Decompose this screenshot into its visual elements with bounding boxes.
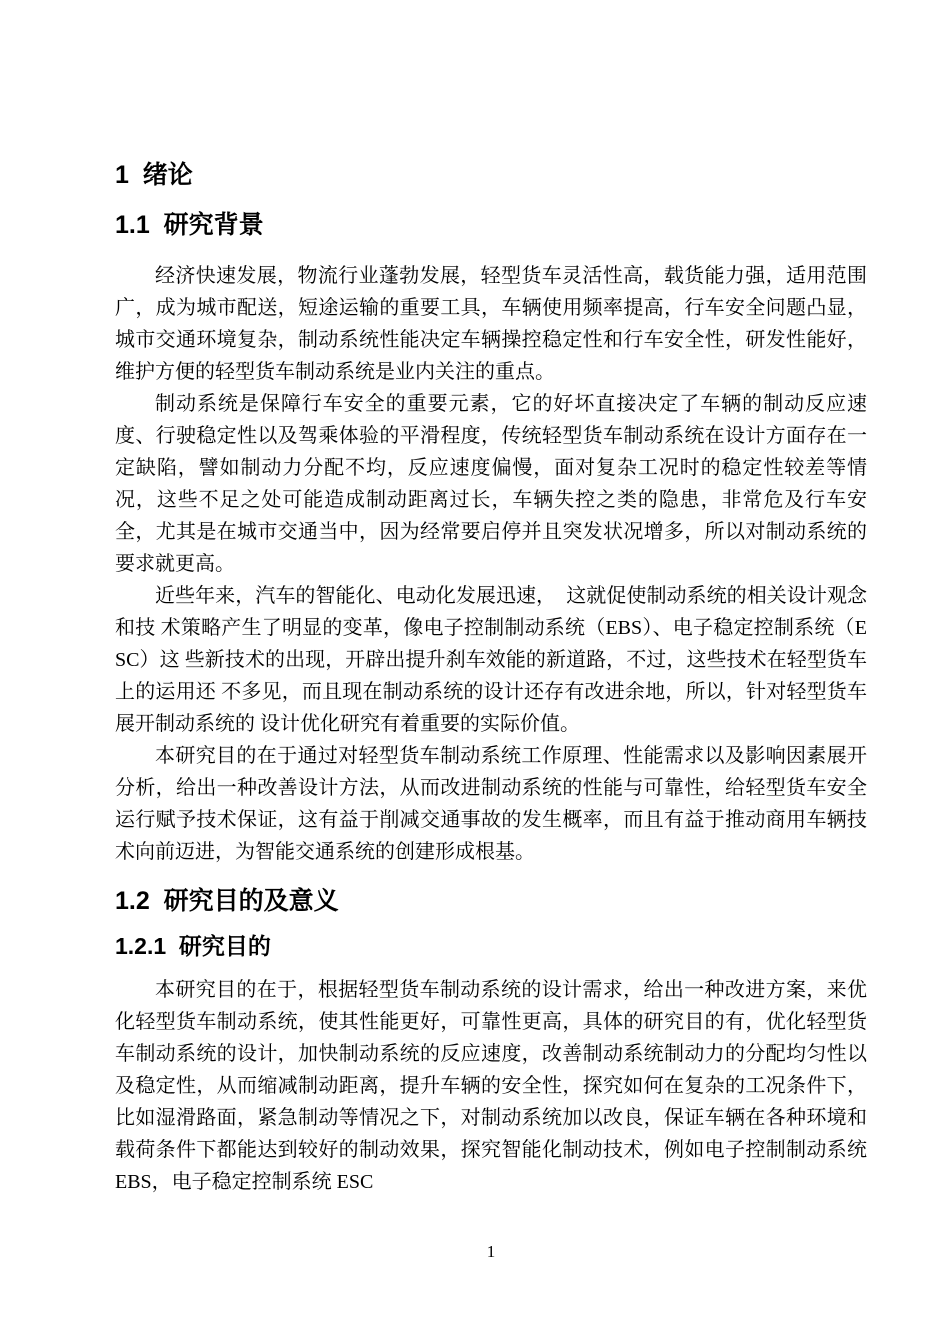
page-number: 1 <box>486 1242 496 1261</box>
page-footer <box>115 1242 867 1262</box>
document-content <box>115 158 877 1198</box>
heading-1-introduction: 1 绪论 <box>115 161 193 189</box>
paragraph-background-2: 制动系统是保障行车安全的重要元素，它的好坏直接决定了车辆的制动反应速度、行驶稳定性以及驾乘体验的平滑程度，传统轻型货车制动系统在设计方面存在一定缺陷，譬如制动力分配不均，反应速度偏慢，面对复杂工况时的稳定性较差等情况，这些不足之处可能造成制动距离过长，车辆失控之类的隐患，非常危及行车安全，尤其是在城市交通当中，因为经常要启停并且突发状况增多，所以对制动系统的要求就更高。 <box>115 393 867 575</box>
paragraph-background-3: 近些年来，汽车的智能化、电动化发展迅速， 这就促使制动系统的相关设计观念和技 术策略产生了明显的变革，像电子控制制动系统（EBS）、电子稳定控制系统（ESC）这 些新技术的出现，开辟出提升刹车效能的新道路，不过，这些技术在轻型货车上的运用还 不多见，而且现在制动系统的设计还存有改进余地，所以，针对轻型货车展开制动系统的 设计优化研究有着重要的实际价值。 <box>115 585 867 735</box>
paragraph-purpose-1: 本研究目的在于，根据轻型货车制动系统的设计需求，给出一种改进方案，来优化轻型货车制动系统，使其性能更好，可靠性更高，具体的研究目的有，优化轻型货车制动系统的设计，加快制动系统的反应速度，改善制动系统制动力的分配均匀性以及稳定性，从而缩减制动距离，提升车辆的安全性，探究如何在复杂的工况条件下，比如湿滑路面，紧急制动等情况之下，对制动系统加以改良，保证车辆在各种环境和载荷条件下都能达到较好的制动效果，探究智能化制动技术，例如电子控制制动系统 EBS，电子稳定控制系统 ESC <box>115 979 877 1193</box>
paragraph-background-1: 经济快速发展，物流行业蓬勃发展，轻型货车灵活性高，载货能力强，适用范围广，成为城市配送，短途运输的重要工具，车辆使用频率提高，行车安全问题凸显，城市交通环境复杂，制动系统性能决定车辆操控稳定性和行车安全性，研发性能好，维护方便的轻型货车制动系统是业内关注的重点。 <box>115 265 867 383</box>
heading-1-2-1-research-purpose: 1.2.1 研究目的 <box>115 933 271 959</box>
heading-1-1-research-background: 1.1 研究背景 <box>115 211 264 239</box>
heading-1-2-research-purpose-and-significance: 1.2 研究目的及意义 <box>115 887 339 915</box>
paragraph-background-4: 本研究目的在于通过对轻型货车制动系统工作原理、性能需求以及影响因素展开分析，给出一种改善设计方法，从而改进制动系统的性能与可靠性，给轻型货车安全运行赋予技术保证，这有益于削减交通事故的发生概率，而且有益于推动商用车辆技术向前迈进，为智能交通系统的创建形成根基。 <box>115 745 867 863</box>
